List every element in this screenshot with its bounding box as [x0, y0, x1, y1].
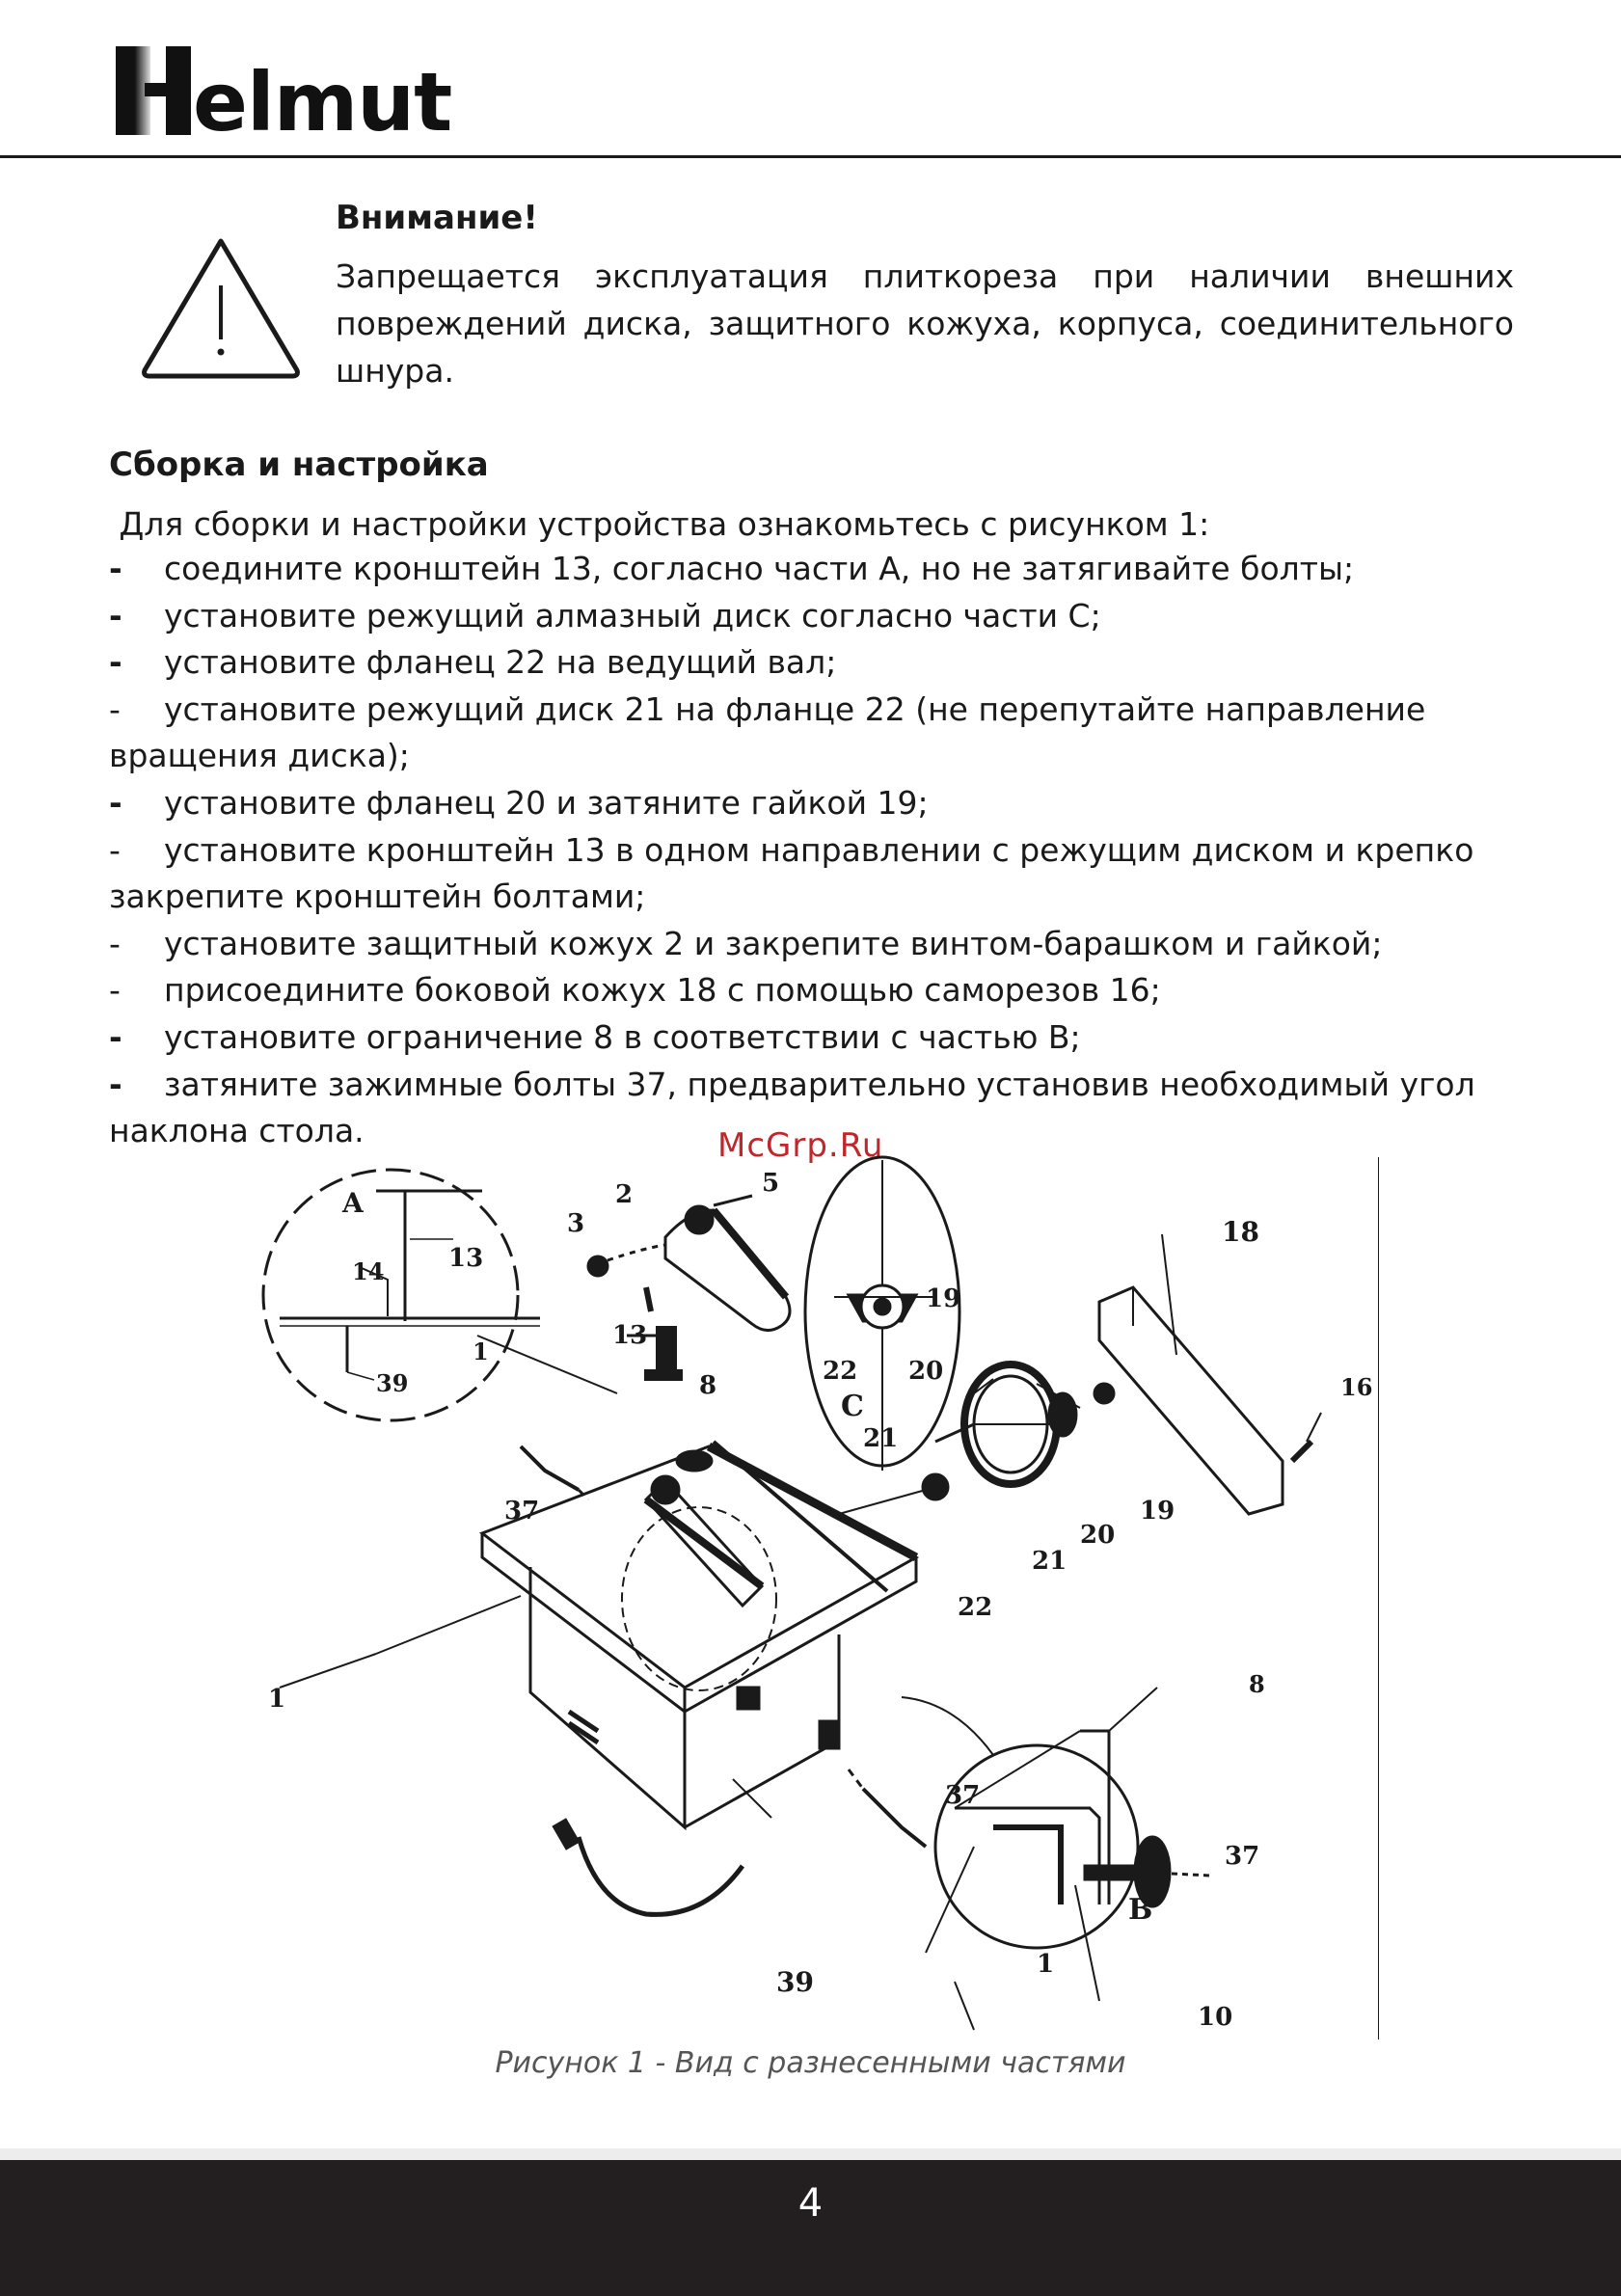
- diagram-label-c: C: [841, 1390, 864, 1423]
- diagram-label-20: 20: [1080, 1521, 1116, 1550]
- logo-mark-icon: [116, 44, 193, 137]
- diagram-label-2: 2: [615, 1180, 634, 1209]
- section-title: Сборка и настройка: [109, 446, 489, 484]
- diagram-label-14: 14: [352, 1257, 385, 1285]
- diagram-label-37b: 37: [945, 1781, 981, 1810]
- watermark: McGrp.Ru: [717, 1126, 884, 1165]
- diagram-label-8b: 8: [1249, 1670, 1265, 1698]
- warning-title: Внимание!: [336, 199, 538, 237]
- diagram-label-1a: 1: [473, 1337, 489, 1365]
- diagram-label-37c: 37: [1225, 1842, 1260, 1871]
- list-item: - присоедините боковой кожух 18 с помощью саморезов 16;: [109, 971, 1161, 1010]
- diagram-label-16: 16: [1340, 1373, 1373, 1401]
- list-item: - установите кронштейн 13 в одном направлении с режущим диском и крепко: [109, 830, 1474, 869]
- diagram-label-22: 22: [958, 1593, 993, 1622]
- page-number: 4: [797, 2181, 824, 2226]
- diagram-label-21c: 21: [863, 1424, 899, 1453]
- exploded-view-diagram: [260, 1152, 1379, 2039]
- warning-triangle-icon: [139, 235, 303, 380]
- diagram-label-13: 13: [448, 1244, 484, 1273]
- diagram-label-39a: 39: [376, 1369, 409, 1397]
- footer-top-strip: [0, 2148, 1621, 2160]
- warning-text: Запрещается эксплуатация плиткореза при наличии внешних повреждений диска, защитного кожуха, корпуса, соединительного шнура.: [336, 257, 1514, 390]
- list-item: - установите режущий алмазный диск согласно части С;: [109, 596, 1101, 635]
- diagram-label-13b: 13: [612, 1321, 648, 1350]
- diagram-label-8: 8: [699, 1371, 717, 1400]
- list-item-continuation: закрепите кронштейн болтами;: [109, 878, 646, 916]
- diagram-label-19: 19: [1140, 1497, 1175, 1526]
- diagram-label-1: 1: [268, 1685, 286, 1714]
- section-intro: Для сборки и настройки устройства ознакомьтесь с рисунком 1:: [109, 505, 1210, 543]
- list-item-continuation: вращения диска);: [109, 737, 410, 775]
- diagram-label-22c: 22: [823, 1357, 858, 1386]
- diagram-label-a: A: [342, 1187, 364, 1219]
- list-item: - установите фланец 22 на ведущий вал;: [109, 643, 837, 682]
- list-item: - установите защитный кожух 2 и закрепите винтом-барашком и гайкой;: [109, 924, 1383, 962]
- list-item: - установите режущий диск 21 на фланце 22 (не перепутайте направление: [109, 689, 1426, 728]
- list-item: - установите ограничение 8 в соответствии с частью В;: [109, 1017, 1081, 1056]
- header-divider: [0, 155, 1621, 158]
- list-item: - затяните зажимные болты 37, предварительно установив необходимый угол: [109, 1065, 1475, 1103]
- logo-wordmark: elmut: [193, 55, 452, 149]
- list-item: - установите фланец 20 и затяните гайкой 19;: [109, 783, 929, 822]
- diagram-label-19c: 19: [926, 1284, 961, 1313]
- list-item-continuation: наклона стола.: [109, 1112, 365, 1150]
- diagram-label-10: 10: [1198, 2003, 1233, 2032]
- assembly-steps-list: [109, 546, 1498, 1155]
- diagram-label-39: 39: [776, 1966, 814, 1998]
- diagram-label-b: B: [1128, 1893, 1153, 1927]
- diagram-label-1b: 1: [1037, 1950, 1055, 1979]
- diagram-label-20c: 20: [908, 1357, 944, 1386]
- diagram-label-3: 3: [567, 1209, 585, 1238]
- figure-caption: Рисунок 1 - Вид с разнесенными частями: [495, 2046, 1126, 2080]
- diagram-label-18: 18: [1222, 1216, 1259, 1248]
- diagram-label-5: 5: [762, 1169, 780, 1198]
- diagram-label-37a: 37: [504, 1497, 540, 1526]
- diagram-label-21: 21: [1032, 1547, 1067, 1576]
- list-item: - соедините кронштейн 13, согласно части А, но не затягивайте болты;: [109, 550, 1355, 587]
